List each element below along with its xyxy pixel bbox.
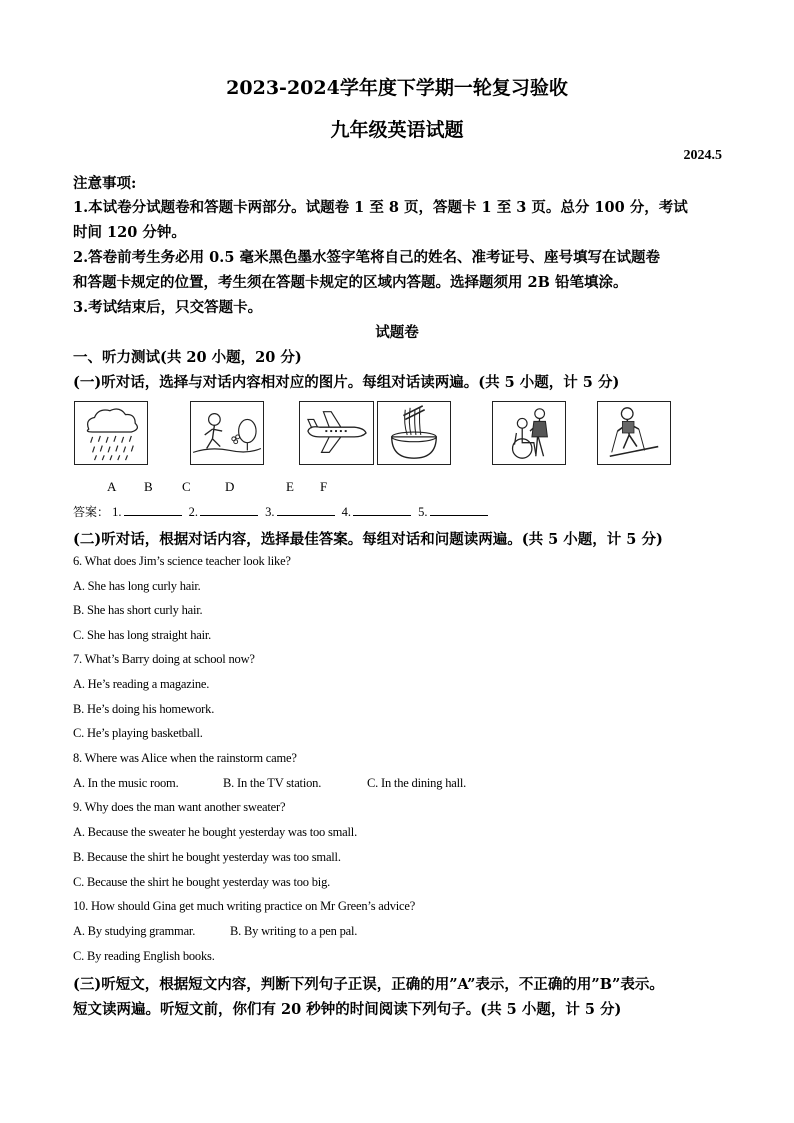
rain-cloud-icon [75, 402, 147, 464]
exam-title: 2023-2024学年度下学期一轮复习验收 [226, 77, 568, 99]
sub1-heading: (一)听对话，选择与对话内容相对应的图片。每组对话读两遍。(共 5 小题，计 5 分) [73, 374, 620, 391]
question-8: 8. Where was Alice when the rainstorm came? [73, 751, 297, 765]
question-9-option-a: A. Because the sweater he bought yesterday was too small. [73, 825, 357, 839]
question-10-option-b: B. By writing to a pen pal. [230, 924, 358, 938]
answer-blank-1[interactable] [124, 505, 182, 516]
picture-f [597, 401, 671, 465]
note-3: 3.考试结束后，只交答题卡。 [73, 299, 263, 316]
sub2-heading: (二)听对话，根据对话内容，选择最佳答案。每组对话和问题读两遍。(共 5 小题，计 5 分) [73, 531, 663, 548]
answer-blank-3[interactable] [277, 505, 335, 516]
question-8-options [73, 776, 466, 791]
answer-label: 答案： [73, 505, 110, 519]
answer-blank-4[interactable] [353, 505, 411, 516]
wheelchair-icon [493, 402, 565, 464]
picture-letter-c: C [182, 479, 191, 494]
question-10-option-c: C. By reading English books. [73, 949, 215, 963]
note-1-line-2: 时间 120 分钟。 [73, 224, 186, 241]
question-6-option-c: C. She has long straight hair. [73, 628, 212, 642]
answer-blank-5[interactable] [430, 505, 488, 516]
note-2-line-1: 2.答卷前考生务必用 0.5 毫米黑色墨水签字笔将自己的姓名、准考证号、座号填写在试题卷 [73, 249, 660, 266]
question-7: 7. What’s Barry doing at school now? [73, 652, 255, 666]
answer-row [73, 503, 492, 520]
notes-heading: 注意事项: [73, 175, 137, 192]
question-6: 6. What does Jim’s science teacher look like? [73, 554, 291, 568]
answer-num-2: 2. [188, 505, 199, 519]
question-7-option-b: B. He’s doing his homework. [73, 702, 215, 716]
sub3-heading-line-1: (三)听短文，根据短文内容，判断下列句子正误，正确的用”A”表示，不正确的用”B”表示。 [73, 976, 664, 993]
picture-letter-a: A [107, 479, 117, 494]
picture-d [377, 401, 451, 465]
answer-num-3: 3. [265, 505, 275, 519]
picture-e [492, 401, 566, 465]
question-8-option-a: A. In the music room. [73, 776, 179, 790]
question-9-option-b: B. Because the shirt he bought yesterday was too small. [73, 850, 341, 864]
picture-b [190, 401, 264, 465]
question-9-option-c: C. Because the shirt he bought yesterday was too big. [73, 875, 331, 889]
question-10-options-ab [73, 924, 357, 939]
noodles-bowl-icon [378, 402, 450, 464]
sub3-heading-line-2: 短文读两遍。听短文前，你们有 20 秒钟的时间阅读下列句子。(共 5 小题，计 5 分) [73, 1001, 622, 1018]
answer-num-4: 4. [341, 505, 352, 519]
exam-date: 2024.5 [683, 148, 722, 163]
question-6-option-b: B. She has short curly hair. [73, 603, 203, 617]
skier-icon [598, 402, 670, 464]
question-7-option-c: C. He’s playing basketball. [73, 726, 203, 740]
question-8-option-c: C. In the dining hall. [367, 776, 467, 790]
part1-heading: 一、听力测试(共 20 小题，20 分) [73, 349, 302, 366]
question-10-option-a: A. By studying grammar. [73, 924, 196, 938]
boy-walking-icon [191, 402, 263, 464]
picture-letter-b: B [144, 479, 153, 494]
picture-letter-f: F [320, 479, 328, 494]
picture-a [74, 401, 148, 465]
section-label: 试题卷 [375, 324, 419, 341]
answer-num-1: 1. [112, 505, 122, 519]
picture-c [299, 401, 374, 465]
picture-letter-d: D [225, 479, 235, 494]
exam-subtitle: 九年级英语试题 [330, 119, 464, 141]
note-2-line-2: 和答题卡规定的位置，考生须在答题卡规定的区域内答题。选择题须用 2B 铅笔填涂。 [73, 274, 628, 291]
picture-letter-e: E [286, 479, 294, 494]
airplane-icon [300, 402, 373, 464]
note-1-line-1: 1.本试卷分试题卷和答题卡两部分。试题卷 1 至 8 页，答题卡 1 至 3 页。总分 100 分，考试 [73, 199, 688, 216]
question-8-option-b: B. In the TV station. [223, 776, 322, 790]
answer-blank-2[interactable] [200, 505, 258, 516]
question-10: 10. How should Gina get much writing practice on Mr Green’s advice? [73, 899, 416, 913]
answer-num-5: 5. [418, 505, 428, 519]
question-9: 9. Why does the man want another sweater? [73, 800, 286, 814]
question-7-option-a: A. He’s reading a magazine. [73, 677, 210, 691]
question-6-option-a: A. She has long curly hair. [73, 579, 201, 593]
